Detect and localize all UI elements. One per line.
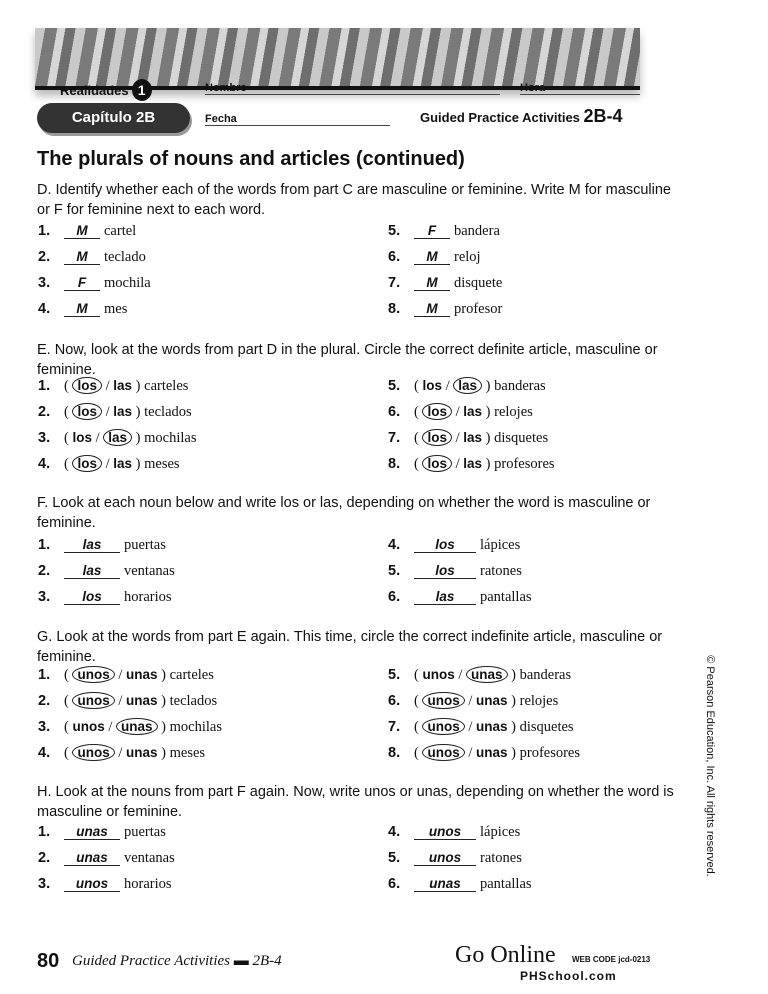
item-word: mes — [104, 301, 128, 317]
article-option-masculine[interactable]: unos — [72, 719, 105, 734]
instructions-e: E. Now, look at the words from part D in the plural. Circle the correct definite article, masculine or feminine. — [37, 342, 658, 378]
item-word: pantallas — [480, 589, 532, 605]
article-option-masculine[interactable]: los — [72, 377, 102, 394]
go-online-logo: Go Online — [455, 942, 556, 968]
item-number: 8. — [388, 301, 401, 317]
item-number: 6. — [388, 249, 401, 265]
item-number: 6. — [388, 876, 401, 892]
item-number: 4. — [38, 301, 51, 317]
item-number: 4. — [38, 745, 51, 761]
footer-text: Guided Practice Activities ▬ 2B-4 — [72, 953, 282, 969]
copyright-notice: © Pearson Education, Inc. All rights reserved. — [704, 655, 716, 877]
item-word: mochila — [104, 275, 151, 291]
item-word: reloj — [454, 249, 481, 265]
article-option-masculine[interactable]: los — [422, 429, 452, 446]
item-word: teclado — [104, 249, 146, 265]
list-item — [388, 824, 520, 841]
item-word: meses — [169, 745, 206, 761]
article-option-feminine[interactable]: las — [453, 377, 482, 394]
item-word: disquete — [454, 275, 503, 291]
series-label: Realidades 1 — [60, 79, 152, 101]
list-item: 3. ( unos / unas ) mochilas — [38, 719, 222, 735]
answer-blank[interactable]: los — [414, 563, 476, 579]
article-option-feminine[interactable]: las — [463, 456, 483, 471]
article-option-masculine[interactable]: los — [422, 455, 452, 472]
item-word: teclados — [169, 693, 218, 709]
list-item — [38, 563, 175, 580]
item-number: 1. — [38, 378, 51, 394]
item-number: 3. — [38, 430, 51, 446]
item-number: 7. — [388, 275, 401, 291]
answer-blank[interactable]: unos — [414, 850, 476, 866]
item-word: cartel — [104, 223, 137, 239]
article-option-feminine[interactable]: unas — [126, 745, 158, 760]
hora-field[interactable]: Hora — [520, 82, 640, 95]
item-number: 6. — [388, 693, 401, 709]
list-item — [388, 249, 481, 266]
list-item — [38, 824, 166, 841]
article-option-masculine[interactable]: unos — [422, 667, 455, 682]
item-word: horarios — [124, 589, 172, 605]
article-option-masculine[interactable]: unos — [72, 692, 114, 709]
article-option-feminine[interactable]: unas — [126, 667, 158, 682]
list-item: 8. ( unos / unas ) profesores — [388, 745, 581, 761]
article-option-feminine[interactable]: las — [463, 404, 483, 419]
answer-blank[interactable]: M — [64, 301, 100, 317]
list-item: 7. ( los / las ) disquetes — [388, 430, 549, 446]
item-number: 5. — [388, 850, 401, 866]
item-word: banderas — [494, 378, 546, 394]
page-number: 80 — [37, 950, 60, 972]
list-item — [38, 537, 166, 554]
item-word: relojes — [519, 693, 559, 709]
item-word: carteles — [144, 378, 189, 394]
item-number: 8. — [388, 456, 401, 472]
item-word: relojes — [494, 404, 533, 420]
list-item: 6. ( unos / unas ) relojes — [388, 693, 559, 709]
item-number: 4. — [388, 824, 401, 840]
article-option-feminine[interactable]: unas — [466, 666, 508, 683]
article-option-masculine[interactable]: los — [422, 378, 442, 393]
list-item: 4. ( unos / unas ) meses — [38, 745, 206, 761]
item-number: 5. — [388, 563, 401, 579]
list-item — [388, 301, 502, 318]
activity-label: Guided Practice Activities 2B-4 — [420, 106, 623, 126]
list-item: 1. ( unos / unas ) carteles — [38, 667, 214, 683]
list-item — [388, 563, 522, 580]
item-word: carteles — [169, 667, 214, 683]
list-item — [388, 589, 532, 606]
list-item: 8. ( los / las ) profesores — [388, 456, 555, 472]
nombre-field[interactable]: Nombre — [205, 82, 500, 95]
list-item — [38, 850, 175, 867]
item-number: 7. — [388, 430, 401, 446]
item-word: bandera — [454, 223, 500, 239]
list-item — [388, 223, 500, 240]
instructions-h: H. Look at the nouns from part F again. Now, write unos or unas, depending on whether the word is masculine or feminine. — [37, 784, 674, 820]
item-number: 4. — [38, 456, 51, 472]
list-item — [38, 301, 127, 318]
item-number: 1. — [38, 537, 51, 553]
article-option-feminine[interactable]: unas — [126, 693, 158, 708]
answer-blank[interactable]: las — [64, 563, 120, 579]
page-title: The plurals of nouns and articles (continued) — [37, 148, 465, 170]
item-number: 8. — [388, 745, 401, 761]
article-option-feminine[interactable]: las — [113, 378, 133, 393]
item-number: 5. — [388, 378, 401, 394]
item-word: profesores — [519, 745, 581, 761]
article-option-masculine[interactable]: los — [72, 455, 102, 472]
instructions-d: D. Identify whether each of the words from part C are masculine or feminine. Write M for masculine or F for feminine next to each word. — [37, 182, 671, 218]
list-item — [388, 850, 522, 867]
answer-blank[interactable]: los — [414, 537, 476, 553]
item-word: banderas — [519, 667, 572, 683]
item-number: 3. — [38, 589, 51, 605]
article-option-masculine[interactable]: los — [72, 403, 102, 420]
answer-blank[interactable]: las — [414, 589, 476, 605]
article-option-masculine[interactable]: unos — [422, 718, 464, 735]
item-word: disquetes — [519, 719, 574, 735]
answer-blank[interactable]: F — [64, 275, 100, 291]
answer-blank[interactable]: unas — [64, 824, 120, 840]
article-option-masculine[interactable]: los — [72, 430, 92, 445]
item-word: profesor — [454, 301, 503, 317]
answer-blank[interactable]: unos — [64, 876, 120, 892]
item-number: 3. — [38, 719, 51, 735]
item-number: 5. — [388, 223, 401, 239]
answer-blank[interactable]: unas — [64, 850, 120, 866]
article-option-masculine[interactable]: unos — [72, 666, 114, 683]
list-item: 6. ( los / las ) relojes — [388, 404, 533, 420]
list-item: 5. ( unos / unas ) banderas — [388, 667, 572, 683]
item-number: 2. — [38, 693, 51, 709]
article-option-feminine[interactable]: unas — [476, 745, 508, 760]
item-number: 3. — [38, 275, 51, 291]
article-option-masculine[interactable]: unos — [72, 744, 114, 761]
answer-blank[interactable]: los — [64, 589, 120, 605]
item-number: 2. — [38, 249, 51, 265]
item-word: disquetes — [494, 430, 549, 446]
answer-blank[interactable]: M — [414, 249, 450, 265]
item-word: mochilas — [169, 719, 222, 735]
article-option-feminine[interactable]: unas — [476, 693, 508, 708]
web-code: WEB CODE jcd-0213 — [572, 955, 651, 964]
item-number: 1. — [38, 667, 51, 683]
list-item: 2. ( los / las ) teclados — [38, 404, 192, 420]
item-number: 7. — [388, 719, 401, 735]
list-item — [388, 537, 520, 554]
article-option-feminine[interactable]: unas — [476, 719, 508, 734]
article-option-feminine[interactable]: las — [463, 430, 483, 445]
item-word: teclados — [144, 404, 192, 420]
instructions-g: G. Look at the words from part E again. This time, circle the correct indefinite article, masculine or feminine. — [37, 629, 663, 665]
list-item — [38, 249, 146, 266]
answer-blank[interactable]: M — [64, 223, 100, 239]
item-word: ratones — [480, 563, 522, 579]
list-item — [38, 589, 172, 606]
list-item: 3. ( los / las ) mochilas — [38, 430, 197, 446]
instructions-f: F. Look at each noun below and write los or las, depending on whether the word is masculine or feminine. — [37, 495, 651, 531]
item-number: 5. — [388, 667, 401, 683]
item-number: 1. — [38, 824, 51, 840]
article-option-masculine[interactable]: unos — [422, 744, 464, 761]
list-item — [388, 876, 532, 893]
list-item — [388, 275, 502, 292]
article-option-feminine[interactable]: unas — [116, 718, 158, 735]
answer-blank[interactable]: M — [414, 275, 450, 291]
item-word: ventanas — [124, 563, 175, 579]
level-badge: 1 — [132, 79, 152, 101]
list-item: 2. ( unos / unas ) teclados — [38, 693, 218, 709]
item-number: 6. — [388, 589, 401, 605]
answer-blank[interactable]: M — [414, 301, 450, 317]
item-number: 4. — [388, 537, 401, 553]
list-item — [38, 223, 136, 240]
item-number: 1. — [38, 223, 51, 239]
item-word: ratones — [480, 850, 522, 866]
article-option-masculine[interactable]: unos — [422, 692, 464, 709]
list-item: 7. ( unos / unas ) disquetes — [388, 719, 574, 735]
item-number: 3. — [38, 876, 51, 892]
article-option-masculine[interactable]: los — [422, 403, 452, 420]
article-option-feminine[interactable]: las — [113, 456, 133, 471]
phschool-link[interactable]: PHSchool.com — [520, 969, 617, 983]
item-word: pantallas — [480, 876, 532, 892]
list-item: 5. ( los / las ) banderas — [388, 378, 546, 394]
chapter-pill: Capítulo 2B — [37, 103, 190, 133]
item-word: lápices — [480, 537, 521, 553]
list-item: 1. ( los / las ) carteles — [38, 378, 189, 394]
list-item — [38, 275, 151, 292]
item-number: 2. — [38, 404, 51, 420]
answer-blank[interactable]: las — [64, 537, 120, 553]
article-option-feminine[interactable]: las — [103, 429, 132, 446]
item-number: 2. — [38, 563, 51, 579]
item-word: horarios — [124, 876, 172, 892]
item-word: profesores — [494, 456, 555, 472]
item-word: meses — [144, 456, 180, 472]
list-item — [38, 876, 172, 893]
answer-blank[interactable]: unos — [414, 824, 476, 840]
list-item: 4. ( los / las ) meses — [38, 456, 180, 472]
answer-blank[interactable]: M — [64, 249, 100, 265]
item-number: 2. — [38, 850, 51, 866]
article-option-feminine[interactable]: las — [113, 404, 133, 419]
item-word: puertas — [124, 824, 166, 840]
item-word: lápices — [480, 824, 521, 840]
item-word: ventanas — [124, 850, 175, 866]
item-word: puertas — [124, 537, 166, 553]
answer-blank[interactable]: F — [414, 223, 450, 239]
item-number: 6. — [388, 404, 401, 420]
item-word: mochilas — [144, 430, 197, 446]
fecha-field[interactable]: Fecha — [205, 113, 390, 126]
answer-blank[interactable]: unas — [414, 876, 476, 892]
